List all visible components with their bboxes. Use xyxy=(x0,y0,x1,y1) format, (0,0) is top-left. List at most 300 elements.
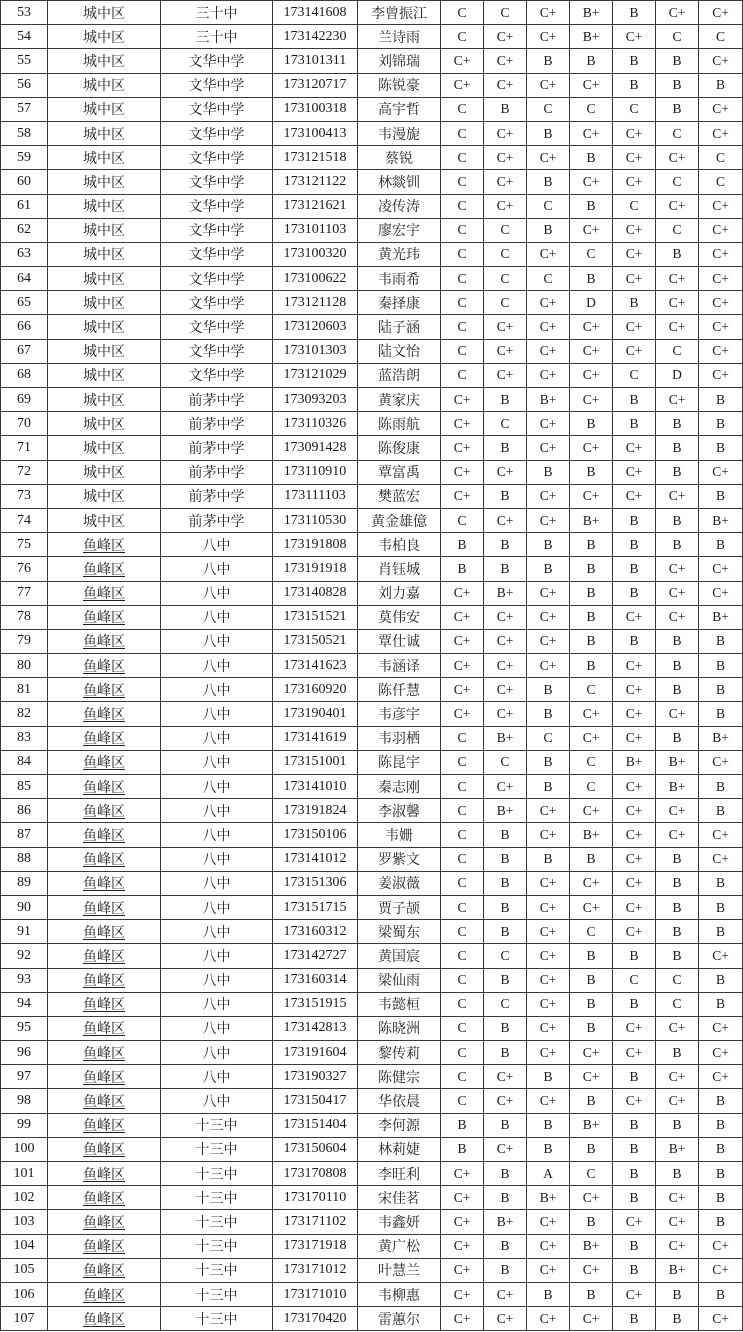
student-name-cell: 韦羽栖 xyxy=(358,726,441,750)
grade-cell: B xyxy=(570,49,613,73)
district-cell: 鱼峰区 xyxy=(48,1282,161,1306)
row-number: 101 xyxy=(1,1162,48,1186)
student-name-cell: 廖宏宇 xyxy=(358,218,441,242)
student-name-cell: 林燚钏 xyxy=(358,170,441,194)
student-name-cell: 肖钰城 xyxy=(358,557,441,581)
grade-cell: B+ xyxy=(484,581,527,605)
district-cell: 鱼峰区 xyxy=(48,726,161,750)
grade-cell: C xyxy=(527,97,570,121)
grade-cell: C+ xyxy=(613,1016,656,1040)
row-number: 61 xyxy=(1,194,48,218)
row-number: 83 xyxy=(1,726,48,750)
district-cell: 鱼峰区 xyxy=(48,799,161,823)
grade-cell: C+ xyxy=(570,315,613,339)
grade-cell: C+ xyxy=(527,363,570,387)
grade-cell: C+ xyxy=(570,702,613,726)
grade-cell: C+ xyxy=(527,1234,570,1258)
grade-cell: C+ xyxy=(699,97,743,121)
grade-cell: B+ xyxy=(527,1186,570,1210)
district-cell: 鱼峰区 xyxy=(48,968,161,992)
grade-cell: B xyxy=(570,654,613,678)
grade-cell: C xyxy=(441,920,484,944)
grade-cell: C+ xyxy=(656,1186,699,1210)
grade-cell: C+ xyxy=(527,605,570,629)
student-id-cell: 173170110 xyxy=(273,1186,358,1210)
school-cell: 八中 xyxy=(161,678,273,702)
grade-cell: B xyxy=(699,895,743,919)
grade-cell: B xyxy=(570,1210,613,1234)
grade-cell: B xyxy=(656,1162,699,1186)
grade-cell: C xyxy=(484,291,527,315)
grade-cell: B xyxy=(613,1234,656,1258)
grade-cell: C xyxy=(441,218,484,242)
student-name-cell: 陈昆宇 xyxy=(358,750,441,774)
row-number: 53 xyxy=(1,1,48,25)
student-id-cell: 173100318 xyxy=(273,97,358,121)
grade-cell: B xyxy=(484,557,527,581)
grade-cell: B xyxy=(656,920,699,944)
grade-cell: C+ xyxy=(484,775,527,799)
grade-cell: B xyxy=(699,799,743,823)
row-number: 86 xyxy=(1,799,48,823)
grade-cell: C+ xyxy=(570,1065,613,1089)
row-number: 60 xyxy=(1,170,48,194)
student-id-cell: 173191604 xyxy=(273,1041,358,1065)
table-row xyxy=(1,920,743,944)
district-cell: 城中区 xyxy=(48,315,161,339)
table-row xyxy=(1,97,743,121)
grade-cell: C+ xyxy=(613,1089,656,1113)
grade-cell: B xyxy=(613,944,656,968)
grade-cell: C xyxy=(484,1,527,25)
grade-cell: B+ xyxy=(484,799,527,823)
grade-cell: C xyxy=(441,291,484,315)
row-number: 95 xyxy=(1,1016,48,1040)
district-cell: 鱼峰区 xyxy=(48,775,161,799)
grade-cell: B xyxy=(613,1258,656,1282)
grade-cell: C xyxy=(441,170,484,194)
school-cell: 八中 xyxy=(161,557,273,581)
grade-cell: C xyxy=(570,1162,613,1186)
table-row xyxy=(1,1137,743,1161)
grade-cell: B+ xyxy=(527,388,570,412)
grade-cell: B xyxy=(613,1,656,25)
grade-cell: C+ xyxy=(613,484,656,508)
table-row xyxy=(1,508,743,532)
student-id-cell: 173120717 xyxy=(273,73,358,97)
grade-cell: C+ xyxy=(441,678,484,702)
district-cell: 鱼峰区 xyxy=(48,533,161,557)
student-id-cell: 173101103 xyxy=(273,218,358,242)
grade-cell: C+ xyxy=(441,1282,484,1306)
grade-cell: C+ xyxy=(484,121,527,145)
grade-cell: C xyxy=(441,508,484,532)
row-number: 92 xyxy=(1,944,48,968)
table-row xyxy=(1,533,743,557)
grade-cell: C xyxy=(484,242,527,266)
school-cell: 十三中 xyxy=(161,1234,273,1258)
student-name-cell: 覃富禹 xyxy=(358,460,441,484)
grade-cell: C xyxy=(656,992,699,1016)
grade-cell: B xyxy=(527,750,570,774)
grade-cell: C+ xyxy=(570,1258,613,1282)
district-cell: 城中区 xyxy=(48,146,161,170)
student-id-cell: 173121122 xyxy=(273,170,358,194)
district-cell: 鱼峰区 xyxy=(48,750,161,774)
row-number: 79 xyxy=(1,629,48,653)
grade-cell: C+ xyxy=(570,1186,613,1210)
school-cell: 十三中 xyxy=(161,1137,273,1161)
student-id-cell: 173121128 xyxy=(273,291,358,315)
grade-cell: C+ xyxy=(613,1210,656,1234)
grade-cell: C+ xyxy=(613,605,656,629)
grade-cell: B xyxy=(656,1041,699,1065)
table-row xyxy=(1,73,743,97)
grade-cell: C+ xyxy=(656,1234,699,1258)
grade-cell: C+ xyxy=(484,1065,527,1089)
grade-cell: B xyxy=(656,1282,699,1306)
grade-cell: C xyxy=(656,170,699,194)
table-row xyxy=(1,895,743,919)
district-cell: 城中区 xyxy=(48,49,161,73)
grade-cell: B xyxy=(699,1162,743,1186)
grade-cell: C xyxy=(441,1016,484,1040)
grade-cell: C xyxy=(441,339,484,363)
school-cell: 八中 xyxy=(161,581,273,605)
grade-cell: C+ xyxy=(656,605,699,629)
grade-cell: C+ xyxy=(527,25,570,49)
grade-cell: B xyxy=(570,267,613,291)
student-name-cell: 宋佳茗 xyxy=(358,1186,441,1210)
grade-cell: C+ xyxy=(613,823,656,847)
grade-cell: C+ xyxy=(441,1162,484,1186)
grade-cell: C xyxy=(656,121,699,145)
grade-cell: B xyxy=(613,629,656,653)
grade-cell: B xyxy=(656,847,699,871)
grade-cell: C+ xyxy=(527,895,570,919)
student-id-cell: 173111103 xyxy=(273,484,358,508)
grade-cell: C+ xyxy=(656,484,699,508)
student-id-cell: 173141010 xyxy=(273,775,358,799)
grade-cell: B xyxy=(656,97,699,121)
grade-cell: B xyxy=(570,412,613,436)
grade-cell: B xyxy=(699,1113,743,1137)
district-cell: 城中区 xyxy=(48,363,161,387)
grade-cell: C+ xyxy=(656,702,699,726)
grade-cell: C xyxy=(441,194,484,218)
grade-cell: B xyxy=(527,847,570,871)
grade-cell: C+ xyxy=(527,484,570,508)
grade-cell: B xyxy=(570,944,613,968)
grade-cell: B xyxy=(484,1234,527,1258)
grade-cell: C xyxy=(441,1089,484,1113)
table-row xyxy=(1,823,743,847)
school-cell: 前茅中学 xyxy=(161,412,273,436)
grade-cell: C xyxy=(441,242,484,266)
grade-cell: C+ xyxy=(484,194,527,218)
student-name-cell: 蔡锐 xyxy=(358,146,441,170)
school-cell: 前茅中学 xyxy=(161,388,273,412)
table-row xyxy=(1,436,743,460)
grade-cell: C xyxy=(484,944,527,968)
grade-cell: C xyxy=(441,944,484,968)
grade-cell: C xyxy=(441,871,484,895)
school-cell: 文华中学 xyxy=(161,291,273,315)
row-number: 91 xyxy=(1,920,48,944)
school-cell: 八中 xyxy=(161,1089,273,1113)
grade-cell: C+ xyxy=(570,871,613,895)
student-name-cell: 韦涵译 xyxy=(358,654,441,678)
grade-cell: B xyxy=(570,146,613,170)
row-number: 57 xyxy=(1,97,48,121)
row-number: 96 xyxy=(1,1041,48,1065)
grade-cell: C+ xyxy=(527,1307,570,1331)
grade-cell: C+ xyxy=(570,170,613,194)
row-number: 85 xyxy=(1,775,48,799)
grade-cell: C+ xyxy=(484,146,527,170)
table-row xyxy=(1,1113,743,1137)
grade-cell: B xyxy=(613,1137,656,1161)
table-row xyxy=(1,363,743,387)
school-cell: 三十中 xyxy=(161,1,273,25)
grade-cell: C+ xyxy=(570,339,613,363)
school-cell: 文华中学 xyxy=(161,49,273,73)
grade-cell: C xyxy=(441,992,484,1016)
grade-cell: B xyxy=(699,1282,743,1306)
district-cell: 城中区 xyxy=(48,97,161,121)
table-row xyxy=(1,678,743,702)
grade-cell: C+ xyxy=(699,363,743,387)
table-row xyxy=(1,799,743,823)
grade-cell: B xyxy=(484,484,527,508)
student-id-cell: 173171918 xyxy=(273,1234,358,1258)
grade-cell: C xyxy=(484,750,527,774)
student-name-cell: 高宇哲 xyxy=(358,97,441,121)
grade-cell: B+ xyxy=(484,1210,527,1234)
district-cell: 城中区 xyxy=(48,388,161,412)
grade-cell: C xyxy=(441,363,484,387)
table-row xyxy=(1,992,743,1016)
grade-cell: C+ xyxy=(613,121,656,145)
grade-cell: C+ xyxy=(613,218,656,242)
grade-cell: B xyxy=(613,1307,656,1331)
student-id-cell: 173150604 xyxy=(273,1137,358,1161)
district-cell: 鱼峰区 xyxy=(48,1113,161,1137)
grade-cell: B xyxy=(570,992,613,1016)
school-cell: 十三中 xyxy=(161,1210,273,1234)
grade-cell: C+ xyxy=(527,799,570,823)
row-number: 80 xyxy=(1,654,48,678)
student-name-cell: 黄金雄億 xyxy=(358,508,441,532)
grade-cell: C xyxy=(699,170,743,194)
student-id-cell: 173141012 xyxy=(273,847,358,871)
student-id-cell: 173160312 xyxy=(273,920,358,944)
grade-cell: B+ xyxy=(570,1113,613,1137)
grade-cell: B xyxy=(613,412,656,436)
student-name-cell: 陈锐豪 xyxy=(358,73,441,97)
student-name-cell: 雷蕙尔 xyxy=(358,1307,441,1331)
district-cell: 鱼峰区 xyxy=(48,557,161,581)
school-cell: 前茅中学 xyxy=(161,460,273,484)
district-cell: 鱼峰区 xyxy=(48,992,161,1016)
grade-cell: B xyxy=(484,847,527,871)
student-id-cell: 173093203 xyxy=(273,388,358,412)
student-id-cell: 173100320 xyxy=(273,242,358,266)
grade-cell: C xyxy=(570,920,613,944)
table-row xyxy=(1,1065,743,1089)
grade-cell: B+ xyxy=(699,508,743,532)
school-cell: 前茅中学 xyxy=(161,436,273,460)
district-cell: 鱼峰区 xyxy=(48,581,161,605)
student-id-cell: 173142230 xyxy=(273,25,358,49)
grade-cell: B xyxy=(656,654,699,678)
grade-cell: C+ xyxy=(570,484,613,508)
table-row xyxy=(1,388,743,412)
district-cell: 鱼峰区 xyxy=(48,605,161,629)
grade-cell: C+ xyxy=(441,654,484,678)
district-cell: 鱼峰区 xyxy=(48,1041,161,1065)
grade-cell: C+ xyxy=(527,315,570,339)
grade-cell: B xyxy=(656,242,699,266)
student-id-cell: 173101303 xyxy=(273,339,358,363)
grade-cell: C xyxy=(699,146,743,170)
grade-cell: B xyxy=(656,436,699,460)
table-row xyxy=(1,1016,743,1040)
grade-cell: B xyxy=(570,605,613,629)
grade-cell: C+ xyxy=(441,460,484,484)
table-row xyxy=(1,121,743,145)
grade-cell: C+ xyxy=(699,823,743,847)
grade-cell: B xyxy=(441,1137,484,1161)
grade-cell: C+ xyxy=(613,1282,656,1306)
district-cell: 鱼峰区 xyxy=(48,1162,161,1186)
grade-cell: B xyxy=(527,533,570,557)
table-row xyxy=(1,291,743,315)
grade-cell: C+ xyxy=(527,629,570,653)
grade-cell: C xyxy=(699,25,743,49)
grade-cell: C xyxy=(441,121,484,145)
grade-cell: C xyxy=(570,775,613,799)
student-id-cell: 173151715 xyxy=(273,895,358,919)
grade-cell: B xyxy=(441,533,484,557)
row-number: 67 xyxy=(1,339,48,363)
grade-cell: C+ xyxy=(570,73,613,97)
grade-cell: C xyxy=(484,267,527,291)
table-row xyxy=(1,315,743,339)
school-cell: 前茅中学 xyxy=(161,484,273,508)
table-row xyxy=(1,557,743,581)
grade-cell: B xyxy=(570,460,613,484)
district-cell: 城中区 xyxy=(48,508,161,532)
grade-cell: C+ xyxy=(484,1282,527,1306)
grade-cell: C+ xyxy=(527,823,570,847)
grade-cell: C+ xyxy=(699,121,743,145)
grade-cell: C+ xyxy=(484,339,527,363)
district-cell: 城中区 xyxy=(48,267,161,291)
grade-cell: C+ xyxy=(699,339,743,363)
row-number: 90 xyxy=(1,895,48,919)
grade-cell: C+ xyxy=(527,291,570,315)
district-cell: 城中区 xyxy=(48,194,161,218)
school-cell: 十三中 xyxy=(161,1162,273,1186)
grade-cell: C+ xyxy=(527,871,570,895)
student-id-cell: 173191824 xyxy=(273,799,358,823)
row-number: 89 xyxy=(1,871,48,895)
grade-cell: B xyxy=(570,533,613,557)
grade-cell: B xyxy=(699,1210,743,1234)
student-name-cell: 韦柏良 xyxy=(358,533,441,557)
row-number: 66 xyxy=(1,315,48,339)
grade-cell: B xyxy=(613,291,656,315)
grade-cell: B xyxy=(699,1186,743,1210)
school-cell: 八中 xyxy=(161,533,273,557)
school-cell: 八中 xyxy=(161,775,273,799)
table-row xyxy=(1,25,743,49)
grade-cell: C+ xyxy=(656,557,699,581)
row-number: 107 xyxy=(1,1307,48,1331)
grade-cell: B xyxy=(699,920,743,944)
student-id-cell: 173142813 xyxy=(273,1016,358,1040)
grade-cell: C+ xyxy=(527,654,570,678)
table-row xyxy=(1,775,743,799)
grade-cell: B xyxy=(527,702,570,726)
grade-cell: B xyxy=(570,194,613,218)
table-row xyxy=(1,944,743,968)
row-number: 64 xyxy=(1,267,48,291)
table-body xyxy=(1,1,743,1331)
grade-cell: C+ xyxy=(527,1041,570,1065)
grade-cell: C+ xyxy=(656,581,699,605)
student-id-cell: 173150106 xyxy=(273,823,358,847)
grade-cell: C+ xyxy=(527,1210,570,1234)
school-cell: 文华中学 xyxy=(161,315,273,339)
grade-cell: C xyxy=(570,97,613,121)
grade-cell: C xyxy=(613,363,656,387)
grade-cell: B xyxy=(699,871,743,895)
grade-cell: B xyxy=(527,49,570,73)
grade-cell: C+ xyxy=(527,1258,570,1282)
grade-cell: C+ xyxy=(656,1065,699,1089)
grade-cell: C xyxy=(570,678,613,702)
grade-cell: C+ xyxy=(699,194,743,218)
grade-cell: B xyxy=(570,581,613,605)
grade-cell: C+ xyxy=(613,1041,656,1065)
grade-cell: C+ xyxy=(527,992,570,1016)
grade-cell: C+ xyxy=(613,799,656,823)
row-number: 81 xyxy=(1,678,48,702)
table-row xyxy=(1,218,743,242)
grade-cell: B xyxy=(484,97,527,121)
grade-cell: B xyxy=(613,992,656,1016)
grade-cell: C+ xyxy=(613,895,656,919)
grade-cell: B xyxy=(613,557,656,581)
student-id-cell: 173101311 xyxy=(273,49,358,73)
district-cell: 鱼峰区 xyxy=(48,895,161,919)
student-id-cell: 173191918 xyxy=(273,557,358,581)
grade-cell: C+ xyxy=(613,678,656,702)
grade-cell: B xyxy=(699,1137,743,1161)
grade-cell: C+ xyxy=(441,49,484,73)
row-number: 54 xyxy=(1,25,48,49)
grade-cell: C xyxy=(656,25,699,49)
grade-cell: B xyxy=(656,460,699,484)
student-name-cell: 覃仕诚 xyxy=(358,629,441,653)
table-row xyxy=(1,1041,743,1065)
grade-cell: B xyxy=(527,1065,570,1089)
table-row xyxy=(1,702,743,726)
grade-cell: C+ xyxy=(613,702,656,726)
table-row xyxy=(1,847,743,871)
